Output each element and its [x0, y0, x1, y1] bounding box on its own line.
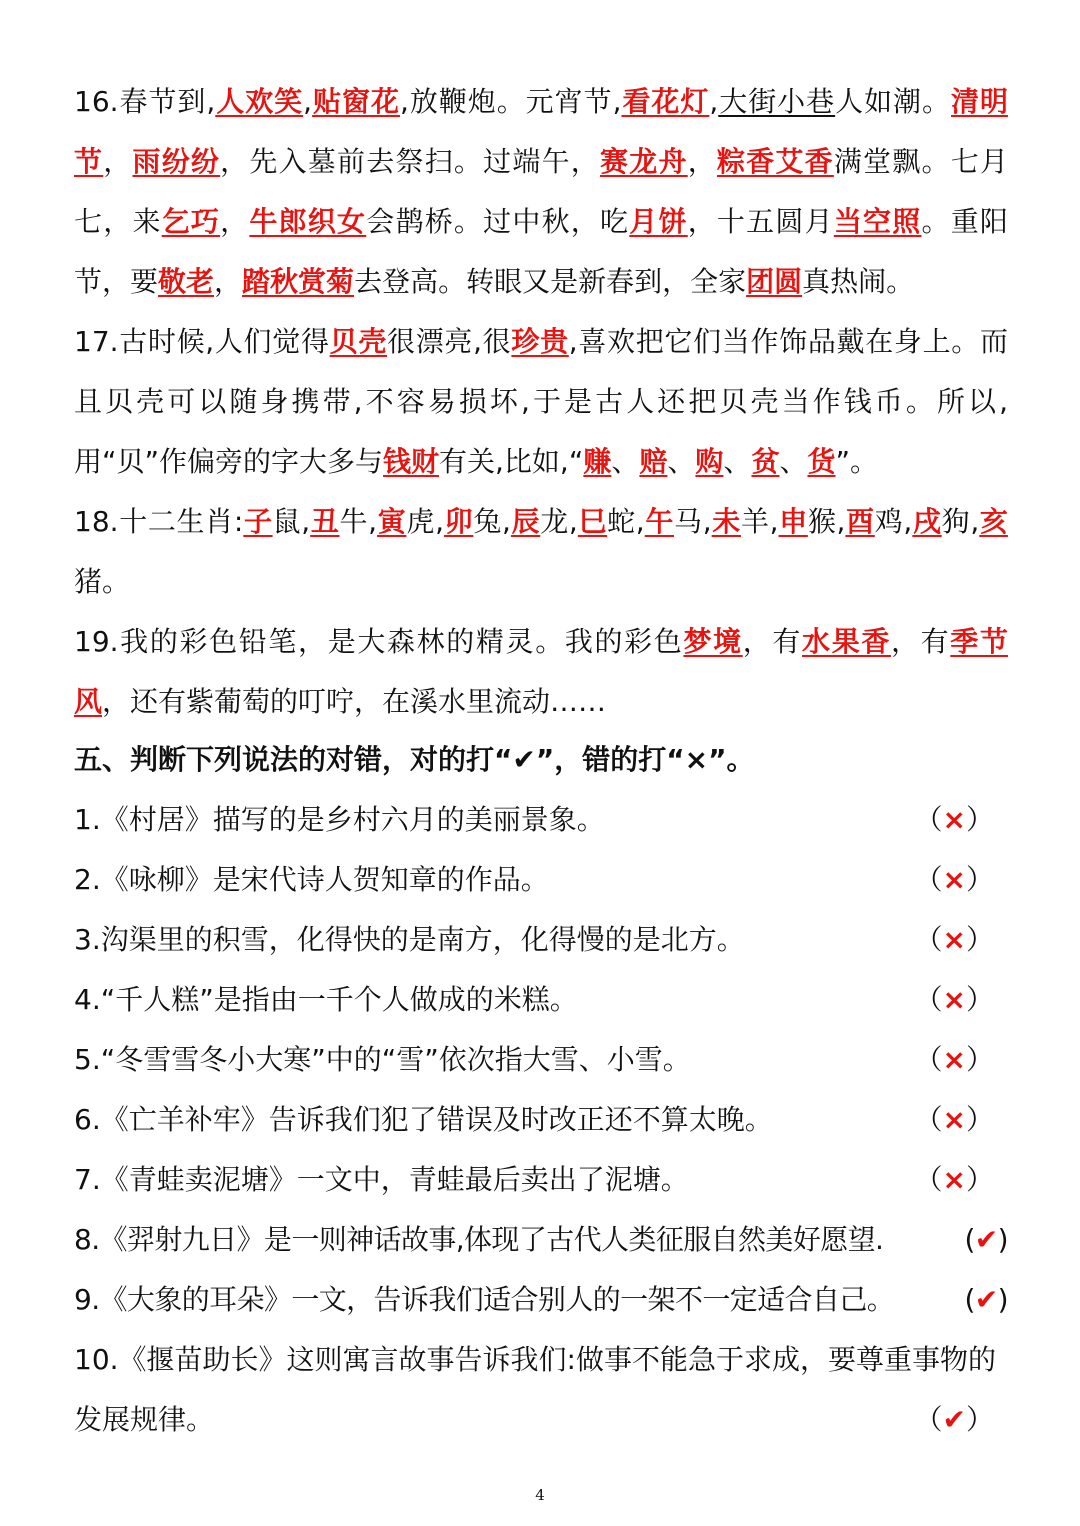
question-text: 会鹊桥。过中秋，吃 — [366, 205, 630, 238]
answer-text: 贴窗花 — [312, 85, 400, 118]
answer-text: 赛龙舟 — [600, 145, 688, 178]
cross-mark-icon: × — [942, 923, 966, 956]
question-text: 17.古时候,人们觉得 — [74, 325, 330, 358]
question-text: ”。 — [835, 445, 878, 478]
question-text: 。重阳节，要 — [74, 205, 1008, 298]
judge-item-9 — [74, 1270, 1008, 1330]
answer-text: 巳 — [577, 505, 608, 538]
question-text: 18.十二生肖: — [74, 505, 244, 538]
question-text: ，十五圆月 — [687, 205, 834, 238]
answer-text: 丑 — [310, 505, 340, 538]
question-text: ， — [103, 145, 133, 178]
answer-text: 当空照 — [833, 205, 922, 238]
question-text: 、 — [667, 445, 696, 478]
question-text: ， — [220, 205, 250, 238]
cross-mark-icon: × — [942, 983, 966, 1016]
answer-text: 亥 — [979, 505, 1008, 538]
judge-item-text: 9.《大象的耳朵》一文，告诉我们适合别人的一架不一定适合自己。 — [74, 1283, 895, 1316]
question-text: 鼠, — [272, 505, 311, 538]
question-text: 蛇, — [607, 505, 645, 538]
section-five-heading: 五、判断下列说法的对错，对的打“✔”，错的打“×”。 — [74, 743, 755, 776]
judge-item-10 — [74, 1330, 1008, 1450]
answer-text: 敬老 — [158, 265, 215, 298]
check-mark-icon: ✔ — [974, 1283, 998, 1316]
answer-mark: （×） — [914, 923, 994, 956]
answer-mark: （×） — [914, 983, 994, 1016]
question-text: 牛, — [339, 505, 378, 538]
answer-text: 辰 — [510, 505, 541, 538]
question-text: 马, — [674, 505, 712, 538]
judge-item-4 — [74, 970, 1008, 1030]
question-text: 、 — [611, 445, 640, 478]
judge-item-3 — [74, 910, 1008, 970]
question-text: 猪。 — [74, 565, 131, 598]
question-text: 很漂亮,很 — [387, 325, 512, 358]
answer-text: 午 — [644, 505, 675, 538]
answer-mark: (✔) — [964, 1283, 1008, 1316]
question-17 — [74, 312, 1008, 492]
question-text: ， — [214, 265, 243, 298]
question-text: 猴, — [807, 505, 846, 538]
answer-text: 贫 — [751, 445, 780, 478]
cross-mark-icon: × — [942, 803, 966, 836]
question-18 — [74, 492, 1008, 612]
answer-text: 赚 — [583, 445, 612, 478]
answer-mark: （×） — [914, 803, 994, 836]
answer-text: 酉 — [845, 505, 875, 538]
page-number: 4 — [535, 1486, 545, 1504]
question-text: 羊, — [740, 505, 779, 538]
answer-text: 梦境 — [683, 625, 743, 658]
cross-mark-icon: × — [942, 1103, 966, 1136]
question-text: 19.我的彩色铅笔，是大森林的精灵。我的彩色 — [74, 625, 684, 658]
judge-item-text: 1.《村居》描写的是乡村六月的美丽景象。 — [74, 803, 605, 836]
judge-item-1 — [74, 790, 1008, 850]
answer-mark: （×） — [914, 1103, 994, 1136]
question-text: ， — [687, 145, 717, 178]
judge-item-text: 2.《咏柳》是宋代诗人贺知章的作品。 — [74, 863, 549, 896]
judge-item-text: 10.《揠苗助长》这则寓言故事告诉我们:做事不能急于求成，要尊重事物的发展规律。 — [74, 1343, 996, 1436]
answer-text: 贝壳 — [329, 325, 388, 358]
judge-item-7 — [74, 1150, 1008, 1210]
answer-text: 月饼 — [629, 205, 688, 238]
answer-mark: (✔) — [964, 1223, 1008, 1256]
answer-text: 人欢笑 — [215, 85, 304, 118]
answer-text: 水果香 — [802, 625, 891, 658]
question-text: 虎, — [406, 505, 444, 538]
answer-text: 子 — [243, 505, 273, 538]
cross-mark-icon: × — [942, 1043, 966, 1076]
answer-mark: （×） — [914, 863, 994, 896]
question-text: 有关,比如,“ — [439, 445, 584, 478]
question-16 — [74, 72, 1008, 312]
answer-text: 看花灯 — [621, 85, 710, 118]
question-text: 去登高。转眼又是新春到，全家 — [354, 265, 747, 298]
question-text: ，有 — [891, 625, 951, 658]
answer-text: 踏秋赏菊 — [242, 265, 355, 298]
answer-text: 钱财 — [383, 445, 440, 478]
judge-item-text: 4.“千人糕”是指由一千个人做成的米糕。 — [74, 983, 578, 1016]
answer-mark: （×） — [914, 1163, 994, 1196]
answer-mark: （×） — [914, 1043, 994, 1076]
judge-item-text: 5.“冬雪雪冬小大寒”中的“雪”依次指大雪、小雪。 — [74, 1043, 691, 1076]
question-text: 满堂飘。七月七，来 — [74, 145, 1008, 238]
question-text: ,喜欢把它们当作饰品戴在身上。而且贝壳可以随身携带,不容易损坏,于是古人还把贝壳当作钱币。所以,用“贝”作偏旁的字大多与 — [74, 325, 1008, 478]
answer-text: 货 — [807, 445, 836, 478]
judge-item-text: 6.《亡羊补牢》告诉我们犯了错误及时改正还不算太晚。 — [74, 1103, 773, 1136]
answer-text: 卯 — [444, 505, 474, 538]
answer-text: 寅 — [377, 505, 407, 538]
judge-item-text: 3.沟渠里的积雪，化得快的是南方，化得慢的是北方。 — [74, 923, 745, 956]
answer-text: 雨纷纷 — [132, 145, 221, 178]
question-text: 、 — [723, 445, 752, 478]
question-text: 16.春节到, — [74, 85, 216, 118]
judge-item-5 — [74, 1030, 1008, 1090]
question-text: , — [303, 85, 313, 118]
question-text: 、 — [779, 445, 808, 478]
cross-mark-icon: × — [942, 1163, 966, 1196]
answer-mark: （✔） — [914, 1403, 994, 1436]
question-text: 狗, — [941, 505, 980, 538]
question-19 — [74, 612, 1008, 732]
answer-text: 季节风 — [74, 625, 1008, 718]
answer-text: 粽香艾香 — [716, 145, 834, 178]
judge-item-text: 8.《羿射九日》是一则神话故事,体现了古代人类征服自然美好愿望. — [74, 1223, 884, 1256]
answer-text: 清明节 — [74, 85, 1008, 178]
answer-text: 赔 — [639, 445, 668, 478]
question-text: 人如潮。 — [835, 85, 951, 118]
judge-item-8 — [74, 1210, 1008, 1270]
underlined-text: 大街小巷 — [718, 85, 836, 118]
question-text: 鸡, — [874, 505, 913, 538]
check-mark-icon: ✔ — [942, 1403, 966, 1436]
answer-text: 团圆 — [746, 265, 803, 298]
question-text: ，有 — [742, 625, 803, 658]
answer-text: 购 — [695, 445, 724, 478]
judge-item-2 — [74, 850, 1008, 910]
question-text: ,放鞭炮。元宵节, — [399, 85, 622, 118]
answer-text: 乞巧 — [161, 205, 221, 238]
question-text: 真热闹。 — [802, 265, 915, 298]
judge-item-6 — [74, 1090, 1008, 1150]
question-text: 兔, — [473, 505, 511, 538]
answer-text: 牛郎织女 — [249, 205, 367, 238]
question-text: 龙, — [540, 505, 578, 538]
question-text: ，还有紫葡萄的叮咛，在溪水里流动…… — [102, 685, 607, 718]
answer-text: 申 — [778, 505, 808, 538]
check-mark-icon: ✔ — [974, 1223, 998, 1256]
judge-item-text: 7.《青蛙卖泥塘》一文中，青蛙最后卖出了泥塘。 — [74, 1163, 689, 1196]
cross-mark-icon: × — [942, 863, 966, 896]
question-text: ，先入墓前去祭扫。过端午， — [220, 145, 601, 178]
question-text: , — [709, 85, 719, 118]
answer-text: 戌 — [912, 505, 942, 538]
answer-text: 未 — [711, 505, 741, 538]
answer-text: 珍贵 — [511, 325, 569, 358]
